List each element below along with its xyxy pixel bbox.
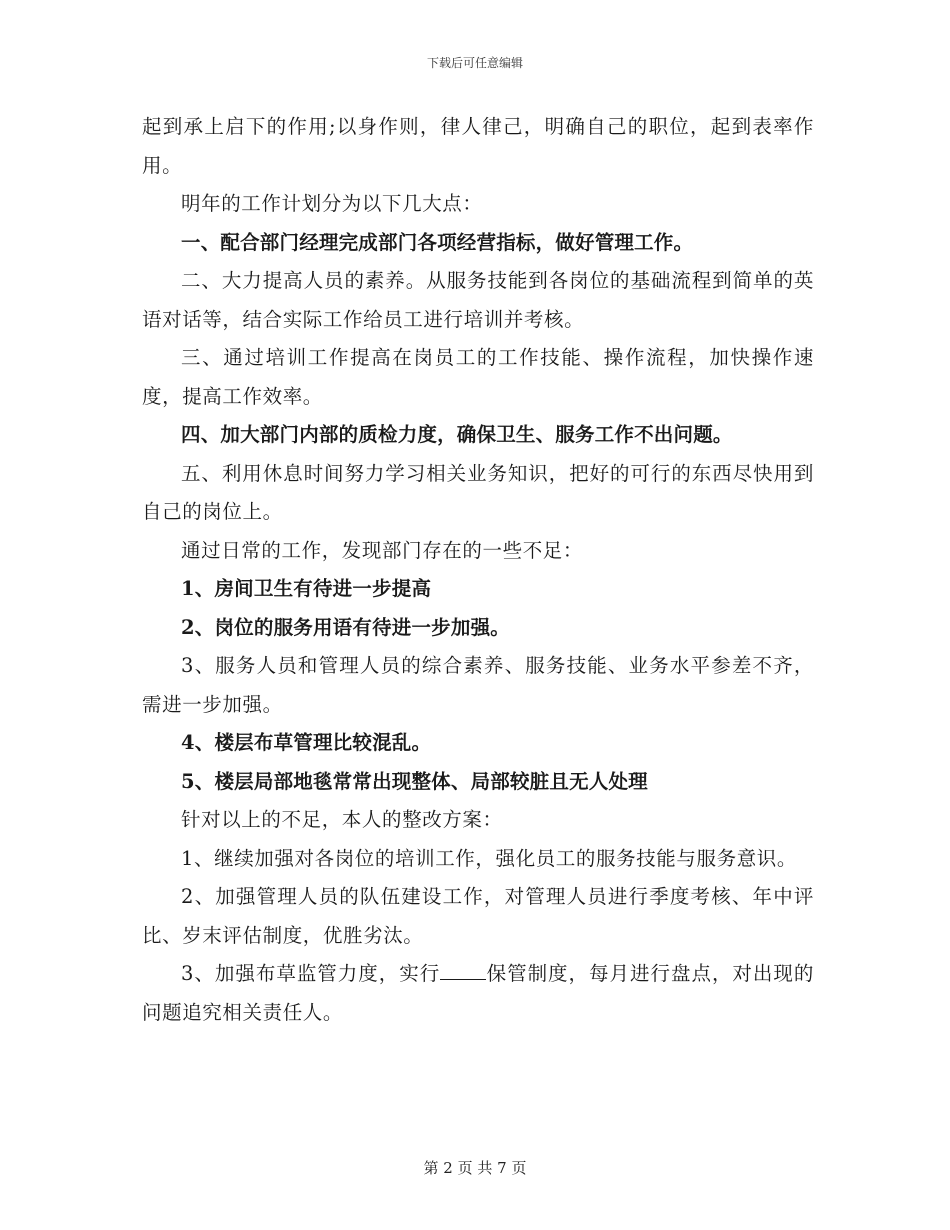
page-header: 下载后可任意编辑 (426, 56, 523, 70)
remedy-item-2: 2、加强管理人员的队伍建设工作，对管理人员进行季度考核、年中评比、岁末评估制度，优胜劣汰。 (142, 885, 814, 947)
paragraph-plan-intro: 明年的工作计划分为以下几大点： (181, 192, 483, 215)
page-number: 第 2 页 共 7 页 (423, 1159, 527, 1177)
plan-item-5: 五、利用休息时间努力学习相关业务知识，把好的可行的东西尽快用到自己的岗位上。 (142, 461, 814, 523)
document-body (142, 108, 814, 1032)
paragraph-remedy-intro: 针对以上的不足，本人的整改方案： (181, 808, 503, 831)
plan-item-3: 三、通过培训工作提高在岗员工的工作技能、操作流程，加快操作速度，提高工作效率。 (142, 346, 814, 408)
remedy-item-3-before: 3、加强布草监管力度，实行 (181, 962, 441, 985)
paragraph-shortcomings-intro: 通过日常的工作，发现部门存在的一些不足： (181, 538, 584, 562)
plan-item-2: 二、大力提高人员的素养。从服务技能到各岗位的基础流程到简单的英语对话等，结合实际工作给员工进行培训并考核。 (142, 269, 814, 331)
plan-item-4: 四、加大部门内部的质检力度，确保卫生、服务工作不出问题。 (181, 423, 733, 446)
shortcoming-item-3: 3、服务人员和管理人员的综合素养、服务技能、业务水平参差不齐，需进一步加强。 (142, 654, 814, 716)
shortcoming-item-2: 2、岗位的服务用语有待进一步加强。 (181, 615, 510, 639)
fill-in-blank (440, 957, 486, 980)
remedy-item-3-after: 保管制度，每月进行盘点，对出现的问题追究相关责任人。 (142, 962, 814, 1024)
shortcoming-item-1: 1、房间卫生有待进一步提高 (181, 577, 432, 600)
shortcoming-item-5: 5、楼层局部地毯常常出现整体、局部较脏且无人处理 (181, 769, 648, 793)
remedy-item-3 (142, 955, 814, 1032)
plan-item-1: 一、配合部门经理完成部门各项经营指标，做好管理工作。 (181, 230, 694, 254)
paragraph-continuation: 起到承上启下的作用;以身作则，律人律己，明确自己的职位，起到表率作用。 (142, 115, 814, 177)
shortcoming-item-4: 4、楼层布草管理比较混乱。 (181, 731, 432, 754)
remedy-item-1: 1、继续加强对各岗位的培训工作，强化员工的服务技能与服务意识。 (181, 846, 798, 870)
